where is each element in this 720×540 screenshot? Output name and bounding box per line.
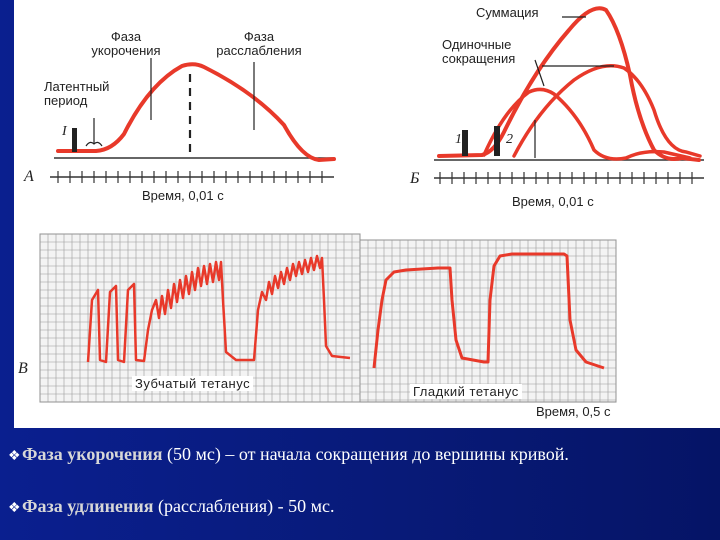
panel-letter-b: Б (410, 170, 420, 187)
figure (14, 0, 720, 428)
panel-letter-c: В (18, 360, 28, 377)
panel-b (434, 5, 704, 184)
panel-c-right (360, 240, 616, 402)
axis-label-a: Время, 0,01 с (142, 188, 224, 203)
diamond-bullet-icon: ❖ (8, 501, 21, 516)
bullet-term: Фаза укорочения (22, 444, 163, 464)
panel-letter-a: А (24, 168, 34, 185)
panel-a (50, 58, 334, 183)
stimulus-label-b2: 2 (506, 132, 513, 147)
bullet-text: (расслабления) - 50 мс. (153, 496, 335, 516)
label-serrated-tetanus: Зубчатый тетанус (132, 376, 253, 391)
axis-label-c: Время, 0,5 с (536, 404, 611, 419)
bullet-text: (50 мс) – от начала сокращения до вершины кривой. (162, 444, 569, 464)
bullet-item (8, 488, 713, 524)
muscle-contraction-figure (14, 0, 720, 428)
bullet-term: Фаза удлинения (22, 496, 154, 516)
bullet-list (8, 436, 713, 524)
label-summation: Суммация (476, 5, 539, 20)
stimulus-label-b1: 1 (455, 132, 462, 147)
bullet-item (8, 436, 713, 472)
label-relaxation-phase: Фаза расслабления (216, 29, 302, 58)
label-smooth-tetanus: Гладкий тетанус (410, 384, 522, 399)
stimulus-mark-a (72, 128, 77, 152)
axis-label-b: Время, 0,01 с (512, 194, 594, 209)
diamond-bullet-icon: ❖ (8, 449, 21, 464)
stimulus-label-a: I (62, 124, 67, 139)
label-latent-period: Латентный период (44, 79, 110, 108)
label-shortening-phase: Фаза укорочения (91, 29, 161, 58)
stimulus-mark-b2 (494, 126, 500, 156)
label-single-contractions: Одиночные сокращения (442, 37, 516, 66)
stimulus-mark-b1 (462, 130, 468, 156)
